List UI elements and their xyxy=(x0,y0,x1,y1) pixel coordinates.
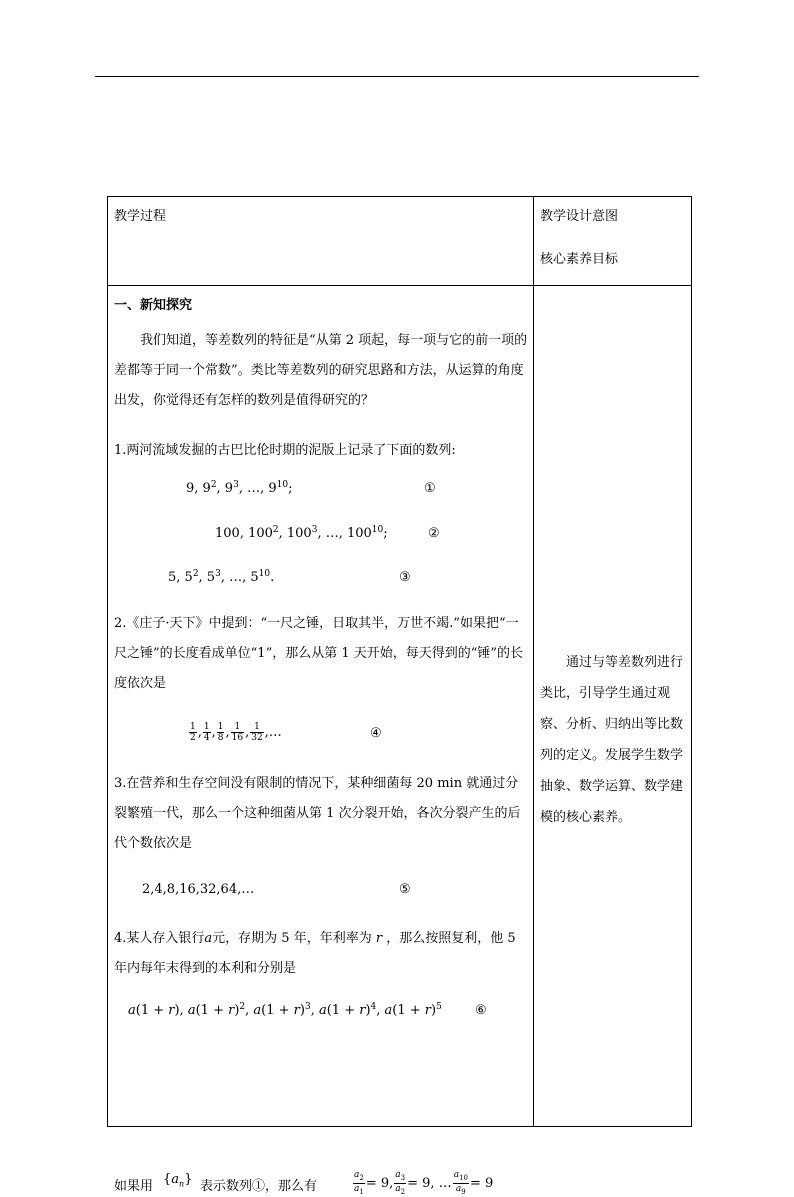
lesson-table xyxy=(107,196,692,1196)
intent-cell xyxy=(534,286,692,1127)
header-intent-cell xyxy=(534,197,692,286)
sequence-3: 5, $5^2$, $5^3$, …, $5^{10}$. xyxy=(168,569,275,585)
sequence-notation: $\{a_n\}$ xyxy=(163,1172,193,1189)
item2-text: 2.《庄子·天下》中提到：“一尺之锤，日取其半，万世不竭.”如果把“一尺之锤”的长度看成单位“1”，那么从第 1 天开始，每天得到的“锤”的长度依次是 xyxy=(114,616,524,691)
sequence-1: 9, $9^2$, $9^3$, …, $9^{10}$; xyxy=(186,480,293,496)
last-line-text-a: 如果用 xyxy=(114,1179,154,1194)
last-line-text-b: 表示数列①，那么有 xyxy=(200,1179,318,1194)
header-intent: 教学设计意图 xyxy=(540,209,619,224)
item1-text: 1.两河流域发掘的古巴比伦时期的泥版上记录了下面的数列: xyxy=(114,443,456,458)
sequence-6: a(1 + r), $a(1 + r)^2$, $a(1 + r)^3$, $a(1 + r)^4$, $a(1 + r)^5$ xyxy=(128,1002,442,1018)
header-literacy: 核心素养目标 xyxy=(540,252,619,267)
sequence-3-mark: ③ xyxy=(399,570,411,585)
design-intent-text: 通过与等差数列进行类比，引导学生通过观察、分析、归纳出等比数列的定义。发展学生数学抽象、数学运算、数学建模的核心素养。 xyxy=(540,655,684,825)
sequence-6-mark: ⑥ xyxy=(475,1003,487,1018)
header-rule xyxy=(95,76,699,77)
sequence-5: 2,4,8,16,32,64,… xyxy=(142,882,255,897)
header-process-cell xyxy=(108,197,534,286)
sequence-1-mark: ① xyxy=(424,481,436,496)
section-title: 一、新知探究 xyxy=(114,298,193,313)
sequence-2: 100, $100^2$, $100^3$, …, $100^{10}$; xyxy=(215,525,388,541)
header-process: 教学过程 xyxy=(114,209,167,224)
intro-paragraph: 我们知道，等差数列的特征是“从第 2 项起，每一项与它的前一项的差都等于同一个常数”。类比等差数列的研究思路和方法，从运算的角度出发，你觉得还有怎样的数列是值得研究的？ xyxy=(114,333,528,408)
process-cell xyxy=(108,286,534,1196)
sequence-5-mark: ⑤ xyxy=(399,882,411,897)
sequence-2-mark: ② xyxy=(428,526,440,541)
sequence-4: $\frac{1}{2}$ , $\frac{1}{4}$ , $\frac{1}{8}$ , $\frac{1}{16}$ , $\frac{1}{32}$ ,… xyxy=(190,722,282,743)
sequence-4-mark: ④ xyxy=(370,726,382,741)
ratio-formula: $\frac{a_2}{a_1}$ = 9, $\frac{a_3}{a_2}$ = 9, … $\frac{a_{10}}{a_9}$ = 9 xyxy=(354,1170,494,1196)
item4-text: 4.某人存入银行a元，存期为 5 年，年利率为 r ，那么按照复利，他 5 年内每年末得到的本利和分别是 xyxy=(114,931,516,976)
item3-text: 3.在营养和生存空间没有限制的情况下，某种细菌每 20 min 就通过分裂繁殖一代，那么一个这种细菌从第 1 次分裂开始，各次分裂产生的后代个数依次是 xyxy=(114,776,521,851)
